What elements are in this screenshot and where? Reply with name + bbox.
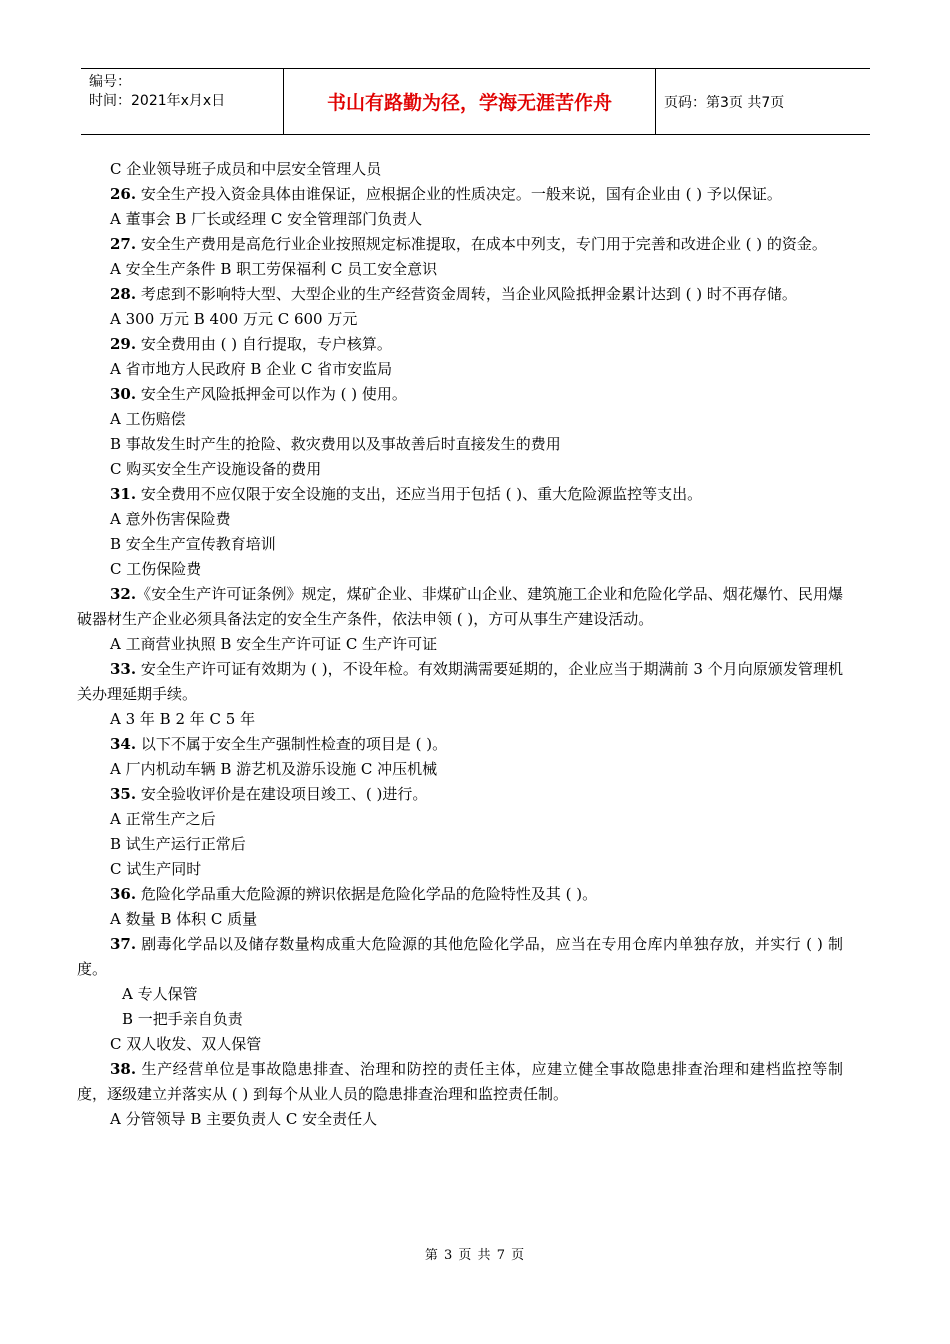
option-line [77, 1007, 843, 1032]
option-line [77, 207, 843, 232]
option-text: B 试生产运行正常后 [110, 835, 246, 853]
option-line [77, 557, 843, 582]
option-line [77, 157, 843, 182]
option-line [77, 307, 843, 332]
option-text: B 事故发生时产生的抢险、救灾费用以及事故善后时直接发生的费用 [110, 435, 561, 453]
header-motto [283, 69, 656, 134]
question-number: 36. [110, 885, 137, 903]
document-date-label: 时间：2021年x月x日 [89, 93, 226, 109]
question-text: 危险化学品重大危险源的辨识依据是危险化学品的危险特性及其 ( )。 [136, 885, 598, 903]
question-number: 35. [110, 785, 137, 803]
header-page-info [656, 69, 870, 134]
option-line [77, 257, 843, 282]
question-line [77, 482, 843, 507]
question-line [77, 382, 843, 407]
option-line [77, 832, 843, 857]
question-line [77, 582, 843, 632]
question-line [77, 882, 843, 907]
question-content [77, 157, 843, 1132]
option-line [77, 907, 843, 932]
option-line [77, 857, 843, 882]
motto-text: 书山有路勤为径，学海无涯苦作舟 [326, 92, 612, 114]
option-text: A 安全生产条件 B 职工劳保福利 C 员工安全意识 [110, 260, 438, 278]
page-footer: 第 3 页 共 7 页 [424, 1248, 526, 1263]
option-text: A 数量 B 体积 C 质量 [110, 910, 258, 928]
option-text: A 专人保管 [122, 985, 198, 1003]
question-text: 安全生产费用是高危行业企业按照规定标准提取，在成本中列支，专门用于完善和改进企业 ( ) 的资金。 [136, 235, 827, 253]
header-left-cell [81, 69, 283, 134]
question-text: 《安全生产许可证条例》规定，煤矿企业、非煤矿山企业、建筑施工企业和危险化学品、烟花爆竹、民用爆破器材生产企业必须具备法定的安全生产条件，依法申领 ( )，方可从事生产建设活动。 [77, 585, 843, 628]
option-line [77, 357, 843, 382]
option-text: B 一把手亲自负责 [122, 1010, 243, 1028]
option-text: A 3 年 B 2 年 C 5 年 [110, 710, 256, 728]
question-text: 安全费用不应仅限于安全设施的支出，还应当用于包括 ( )、重大危险源监控等支出。 [136, 485, 703, 503]
question-number: 33. [110, 660, 137, 678]
question-line [77, 232, 843, 257]
question-line [77, 782, 843, 807]
option-text: A 300 万元 B 400 万元 C 600 万元 [110, 310, 358, 328]
page-header [81, 68, 870, 135]
option-line [77, 507, 843, 532]
option-text: A 董事会 B 厂长或经理 C 安全管理部门负责人 [110, 210, 423, 228]
option-line [77, 632, 843, 657]
question-line [77, 1057, 843, 1107]
option-text: C 工伤保险费 [110, 560, 202, 578]
option-text: A 分管领导 B 主要负责人 C 安全责任人 [110, 1110, 378, 1128]
question-text: 安全费用由 ( ) 自行提取，专户核算。 [136, 335, 392, 353]
option-text: C 双人收发、双人保管 [110, 1035, 262, 1053]
question-text: 考虑到不影响特大型、大型企业的生产经营资金周转，当企业风险抵押金累计达到 ( ) 时不再存储。 [136, 285, 797, 303]
option-text: C 试生产同时 [110, 860, 202, 878]
option-text: A 省市地方人民政府 B 企业 C 省市安监局 [110, 360, 393, 378]
option-line [77, 1107, 843, 1132]
page-number-label: 页码：第3页 共7页 [664, 94, 785, 111]
option-text: A 工伤赔偿 [110, 410, 186, 428]
question-number: 27. [110, 235, 137, 253]
question-number: 29. [110, 335, 137, 353]
option-text: C 企业领导班子成员和中层安全管理人员 [110, 160, 382, 178]
question-line [77, 657, 843, 707]
question-line [77, 932, 843, 982]
question-text: 剧毒化学品以及储存数量构成重大危险源的其他危险化学品，应当在专用仓库内单独存放，并实行 ( ) 制度。 [77, 935, 843, 978]
option-text: B 安全生产宣传教育培训 [110, 535, 276, 553]
question-number: 37. [110, 935, 137, 953]
question-line [77, 332, 843, 357]
question-text: 安全验收评价是在建设项目竣工、( )进行。 [136, 785, 428, 803]
question-line [77, 182, 843, 207]
question-line [77, 282, 843, 307]
option-line [77, 1032, 843, 1057]
question-text: 安全生产投入资金具体由谁保证，应根据企业的性质决定。一般来说，国有企业由 ( ) 予以保证。 [136, 185, 782, 203]
question-number: 31. [110, 485, 137, 503]
option-line [77, 807, 843, 832]
question-number: 28. [110, 285, 137, 303]
question-text: 安全生产许可证有效期为 ( )，不设年检。有效期满需要延期的，企业应当于期满前 3 个月向原颁发管理机关办理延期手续。 [77, 660, 843, 703]
question-line [77, 732, 843, 757]
option-line [77, 982, 843, 1007]
question-number: 34. [110, 735, 137, 753]
option-line [77, 432, 843, 457]
question-number: 32. [110, 585, 137, 603]
question-number: 30. [110, 385, 137, 403]
option-text: A 正常生产之后 [110, 810, 216, 828]
option-line [77, 532, 843, 557]
document-number-label: 编号： [89, 74, 131, 90]
question-number: 38. [110, 1060, 137, 1078]
option-line [77, 757, 843, 782]
option-text: A 工商营业执照 B 安全生产许可证 C 生产许可证 [110, 635, 438, 653]
question-number: 26. [110, 185, 137, 203]
option-line [77, 457, 843, 482]
option-line [77, 707, 843, 732]
question-text: 生产经营单位是事故隐患排查、治理和防控的责任主体，应建立健全事故隐患排查治理和建档监控等制度，逐级建立并落实从 ( ) 到每个从业人员的隐患排查治理和监控责任制。 [77, 1060, 843, 1103]
option-text: A 意外伤害保险费 [110, 510, 231, 528]
question-text: 以下不属于安全生产强制性检查的项目是 ( )。 [136, 735, 448, 753]
question-text: 安全生产风险抵押金可以作为 ( ) 使用。 [136, 385, 407, 403]
option-text: C 购买安全生产设施设备的费用 [110, 460, 322, 478]
option-text: A 厂内机动车辆 B 游艺机及游乐设施 C 冲压机械 [110, 760, 438, 778]
option-line [77, 407, 843, 432]
